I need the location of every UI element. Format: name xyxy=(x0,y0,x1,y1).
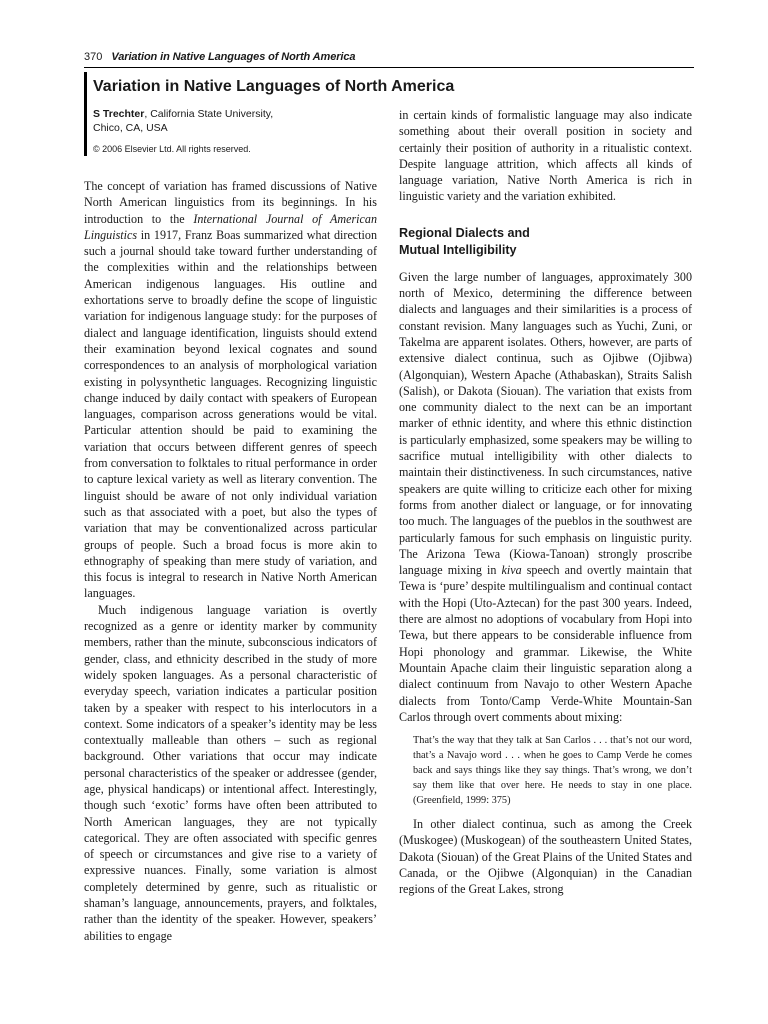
author-affiliation-line2: Chico, CA, USA xyxy=(93,122,168,134)
section-heading-line2: Mutual Intelligibility xyxy=(399,242,517,257)
paragraph-1-text-a: The concept of variation has framed discussions of Native North American linguistics from its beginnings. In his introduction to the xyxy=(84,179,377,226)
right-column xyxy=(399,107,692,898)
header-rule xyxy=(84,67,694,68)
paragraph-3 xyxy=(399,269,692,725)
section-heading xyxy=(399,225,692,259)
left-column xyxy=(84,178,377,944)
author-name: S Trechter xyxy=(93,108,145,120)
paragraph-1-text-b: in 1917, Franz Boas summarized what direction such a journal should take toward further understanding of the complexities within and the relationships between American indigenous languages. His outline and exhortations serve to broadly define the scope of linguistic variation for indigenous language study: for the purposes of dialect and language identification, linguists should extend their examination beyond lexical cognates and sound correspondences to an analysis of morphological variation existing in polysynthetic languages. Recognizing linguistic change induced by daily contact with speakers of European languages, comparison across generations would be vital. Particular attention should be paid to examining the variation that occurs between different genres of speech from conversation to folktales to ritual performance in order to capture lexical variety as well as literary convention. The linguist should be aware of not only individual variation such as that associated with a poet, but also the types of variation that may be conventionalized across particular groups of people. Such a broad focus is more akin to ethnography of speaking than mere study of variation, and this focus is integral to research in Native North American languages. xyxy=(84,227,377,601)
article-title: Variation in Native Languages of North America xyxy=(93,78,455,95)
paragraph-3-text-b: speech and overtly maintain that Tewa is ‘pure’ despite multilingualism and continual contact with the Hopi (Uto-Aztecan) for the past 300 years. Indeed, there are almost no adoptions of vocabulary from Hopi into Tewa, but there appears to be considerable influence from Hopi phonology and grammar. Likewise, the White Mountain Apache claim their linguistic separation along a dialect continuum from Navajo to other Western Apache dialects from Tonto/Camp Verde-White Mountain-San Carlos through overt comments about mixing: xyxy=(399,563,692,724)
block-quote: That’s the way that they talk at San Carlos . . . that’s not our word, that’s a Navajo word . . . when he goes to Camp Verde he comes back and says things like they say things. That’s wrong, we don’t say them like that over here. He needs to stay in one place. (Greenfield, 1999: 375) xyxy=(413,735,692,807)
kiva-term: kiva xyxy=(501,563,522,578)
section-heading-line1: Regional Dialects and xyxy=(399,225,530,240)
journal-title: International Journal of American Linguistics xyxy=(84,211,377,242)
page-number: 370 xyxy=(84,51,103,63)
paragraph-3-text-a: Given the large number of languages, approximately 300 north of Mexico, determining the difference between dialects and languages and their similarities is a process of constant revision. Many languages such as Yuchi, Zuni, or Takelma are apparent isolates. Others, however, are parts of extensive dialect continua, such as Ojibwe (Ojibwa) (Algonquian), Western Apache (Athabaskan), Straits Salish (Salish), or Dakota (Siouan). The variation that exists from one community dialect to the next can be an important marker of ethnic identity, and where this ethnic distinction is particularly emphasized, some speakers may be willing to sacrifice mutual intelligibility with other dialects to maintain their distinctiveness. In such circumstances, native speakers are quite willing to criticize each other for mixing forms from another dialect or language, or for innovating too much. The languages of the pueblos in the southwest are particularly famous for such emphasis on linguistic purity. The Arizona Tewa (Kiowa-Tanoan) strongly proscribe language mixing in xyxy=(399,269,692,578)
copyright-notice: © 2006 Elsevier Ltd. All rights reserved. xyxy=(93,144,251,154)
paragraph-4: In other dialect continua, such as among the Creek (Muskogee) (Muskogean) of the southeastern United States, Dakota (Siouan) of the Great Plains of the United States and Canada, or the Ojibwe (Algonquian) in the Canadian regions of the Great Lakes, strong xyxy=(399,817,692,897)
paragraph-2: Much indigenous language variation is overtly recognized as a genre or identity marker by community members, rather than the minute, subconscious indicators of gender, class, and ethnicity described in the study of more widely spoken languages. As a personal characteristic of everyday speech, variation indicates a particular position taken by a speaker with respect to his interlocutors in a context. Some indicators of a speaker’s identity may be less contextually malleable than others – such as regional background. Other variations that occur may indicate personal characteristics of the speaker or addressee (gender, age, physical handicaps) or intentional affect. Interestingly, though such ‘exotic’ forms have often been attributed to North American languages, they are not typically categorical. They are often associated with specific genres of speech or circumstances and give rise to a variety of expressive nuances. Finally, some variation is almost completely determined by genre, such as ritualistic or shaman’s language, announcements, prayers, and folktales, rather than the identity of the speaker. However, speakers’ abilities to engage xyxy=(84,602,377,943)
author-block xyxy=(93,107,383,135)
paragraph-1 xyxy=(84,178,377,602)
author-affiliation-line1: , California State University, xyxy=(144,108,274,120)
paragraph-continued: in certain kinds of formalistic language may also indicate something about their overall position in society and certainly their position of authority in a ritualistic context. Despite language attrition, which affects all kinds of language variation, Native North America is rich in linguistic variety and the variation exhibited. xyxy=(399,108,692,204)
running-title: Variation in Native Languages of North America xyxy=(111,51,356,63)
running-head xyxy=(84,50,694,64)
title-side-bar xyxy=(84,72,87,156)
